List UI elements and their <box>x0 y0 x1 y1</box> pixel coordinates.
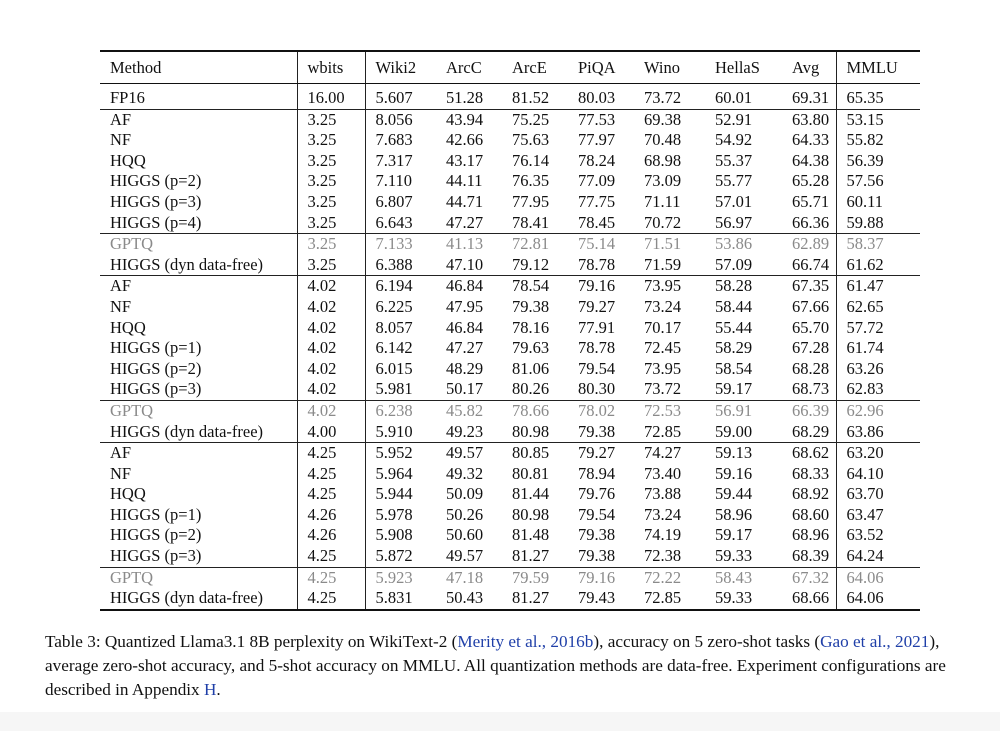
cell-arcc: 44.71 <box>446 191 484 211</box>
cell-arce: 80.26 <box>512 379 550 399</box>
cell-hellas: 59.33 <box>715 546 753 566</box>
cell-wiki2: 5.607 <box>365 84 436 110</box>
cell-arcc: 46.84 <box>436 276 502 297</box>
cell-wbits: 4.02 <box>297 338 365 359</box>
cell-hellas: 59.17 <box>715 379 753 399</box>
cell-avg: 67.66 <box>792 296 830 316</box>
cell-wbits: 16.00 <box>297 84 365 110</box>
table-row <box>100 318 920 339</box>
cell-hellas: 60.01 <box>715 88 753 107</box>
cell-arce: 80.98 <box>512 504 550 524</box>
cell-mmlu: 62.83 <box>836 379 920 400</box>
cell-arce: 79.38 <box>512 296 550 316</box>
cell-arcc: 49.23 <box>446 421 484 441</box>
cell-avg: 68.28 <box>792 358 830 378</box>
cell-arcc: 42.66 <box>446 130 484 150</box>
table-row <box>100 234 920 255</box>
cell-piqa: 80.30 <box>578 379 616 399</box>
cell-arcc: 49.32 <box>446 463 484 483</box>
cell-hellas: 59.16 <box>715 463 753 483</box>
cell-wino: 72.85 <box>644 421 682 441</box>
table-row <box>100 422 920 443</box>
table-row <box>100 464 920 485</box>
cell-arcc: 50.60 <box>446 525 484 545</box>
cell-method: HQQ <box>110 484 146 504</box>
cell-hellas: 59.17 <box>715 525 753 545</box>
cell-method: GPTQ <box>100 234 297 255</box>
cell-mmlu: 60.11 <box>836 192 920 213</box>
cell-wiki2: 5.910 <box>365 422 436 443</box>
cell-mmlu: 61.62 <box>836 255 920 276</box>
cell-wiki2: 8.056 <box>365 109 436 130</box>
cell-method: FP16 <box>110 88 145 107</box>
cell-arce: 79.12 <box>512 254 550 274</box>
cell-piqa: 77.97 <box>578 130 616 150</box>
cell-wbits: 4.02 <box>297 379 365 400</box>
cell-wiki2: 5.923 <box>365 567 436 588</box>
cell-arce: 80.81 <box>512 463 550 483</box>
cell-wbits: 4.02 <box>297 318 365 339</box>
cell-method: HIGGS (dyn data-free) <box>110 254 264 274</box>
cell-wiki2: 6.388 <box>365 255 436 276</box>
cell-mmlu: 61.74 <box>836 338 920 359</box>
header-arce: ArcE <box>502 51 568 84</box>
cell-avg: 63.80 <box>782 109 836 130</box>
cell-wbits: 4.25 <box>297 546 365 567</box>
cell-wino: 72.85 <box>634 588 705 610</box>
cell-wbits: 4.25 <box>297 443 365 464</box>
cell-piqa: 78.78 <box>578 254 616 274</box>
cell-avg: 67.32 <box>782 567 836 588</box>
cell-method: HQQ <box>110 150 146 170</box>
cell-avg: 66.36 <box>792 212 830 232</box>
cell-wino: 73.72 <box>644 88 682 107</box>
cell-arce: 81.27 <box>502 588 568 610</box>
cell-method: HIGGS (p=2) <box>110 358 202 378</box>
caption-text-4: . <box>216 680 221 699</box>
cell-method: NF <box>110 463 132 483</box>
appendix-h-link[interactable]: H <box>203 680 217 699</box>
cell-mmlu: 57.72 <box>836 318 920 339</box>
cell-hellas: 52.91 <box>705 109 782 130</box>
cell-method: HIGGS (p=1) <box>110 504 202 524</box>
cell-avg: 67.28 <box>792 338 830 358</box>
table-row <box>100 525 920 546</box>
cell-wbits: 3.25 <box>297 109 365 130</box>
citation-merity-link[interactable]: Merity et al., 2016b <box>457 632 594 651</box>
cell-piqa: 79.16 <box>568 276 634 297</box>
cell-arce: 72.81 <box>502 234 568 255</box>
cell-arcc: 49.57 <box>436 443 502 464</box>
cell-piqa: 78.94 <box>578 463 616 483</box>
cell-mmlu: 65.35 <box>836 84 920 110</box>
table-row <box>100 338 920 359</box>
cell-arce: 78.54 <box>502 276 568 297</box>
cell-arce: 80.85 <box>502 443 568 464</box>
cell-arce: 80.98 <box>512 421 550 441</box>
cell-method: HIGGS (p=3) <box>110 379 202 399</box>
cell-avg: 68.33 <box>792 463 830 483</box>
cell-wiki2: 5.908 <box>365 525 436 546</box>
cell-arcc: 43.17 <box>446 150 484 170</box>
caption-text-3: ), average zero-shot accuracy, and 5-shot accuracy on MMLU. All quantization methods are data-free. Experiment configurations are described in Appendix <box>45 632 946 699</box>
cell-wiki2: 6.225 <box>365 297 436 318</box>
cell-hellas: 58.43 <box>705 567 782 588</box>
cell-method: HIGGS (p=3) <box>110 546 202 566</box>
cell-avg: 68.29 <box>792 421 830 441</box>
cell-piqa: 80.03 <box>578 88 616 107</box>
cell-avg: 68.39 <box>792 546 830 566</box>
cell-mmlu: 63.70 <box>836 484 920 505</box>
cell-piqa: 78.78 <box>578 338 616 358</box>
cell-wbits: 4.00 <box>297 422 365 443</box>
cell-hellas: 59.44 <box>715 484 753 504</box>
table-row <box>100 400 920 421</box>
cell-method: NF <box>110 130 132 150</box>
cell-wiki2: 5.831 <box>365 588 436 610</box>
cell-arce: 78.41 <box>512 212 550 232</box>
cell-arcc: 48.29 <box>446 358 484 378</box>
cell-mmlu: 57.56 <box>836 171 920 192</box>
cell-hellas: 57.01 <box>715 191 753 211</box>
cell-wino: 73.40 <box>644 463 682 483</box>
cell-mmlu: 56.39 <box>836 151 920 172</box>
cell-avg: 68.60 <box>792 504 830 524</box>
cell-piqa: 79.76 <box>578 484 616 504</box>
cell-mmlu: 58.37 <box>836 234 920 255</box>
cell-wbits: 4.25 <box>297 464 365 485</box>
cell-mmlu: 61.47 <box>836 276 920 297</box>
cell-wino: 73.09 <box>644 171 682 191</box>
cell-wiki2: 7.110 <box>365 171 436 192</box>
cell-piqa: 79.38 <box>578 546 616 566</box>
cell-arce: 75.25 <box>502 109 568 130</box>
cell-wino: 73.95 <box>644 358 682 378</box>
header-wino: Wino <box>634 51 705 84</box>
cell-wino: 72.45 <box>644 338 682 358</box>
cell-hellas: 57.09 <box>715 254 753 274</box>
cell-mmlu: 63.20 <box>836 443 920 464</box>
cell-method: HIGGS (dyn data-free) <box>100 588 297 610</box>
table-row <box>100 192 920 213</box>
cell-wbits: 3.25 <box>297 130 365 151</box>
table-row <box>100 443 920 464</box>
cell-wino: 73.88 <box>644 484 682 504</box>
header-row <box>100 51 920 84</box>
cell-method: HIGGS (p=1) <box>110 338 202 358</box>
cell-piqa: 79.27 <box>578 296 616 316</box>
cell-wino: 74.27 <box>634 443 705 464</box>
cell-method: GPTQ <box>100 400 297 421</box>
cell-hellas: 58.29 <box>715 338 753 358</box>
cell-mmlu: 63.47 <box>836 505 920 526</box>
cell-arcc: 45.82 <box>436 400 502 421</box>
header-piqa: PiQA <box>568 51 634 84</box>
cell-hellas: 54.92 <box>715 130 753 150</box>
cell-wiki2: 6.194 <box>365 276 436 297</box>
cell-method: HIGGS (p=2) <box>110 171 202 191</box>
cell-hellas: 55.37 <box>715 150 753 170</box>
cell-mmlu: 64.06 <box>836 588 920 610</box>
cell-method: NF <box>110 296 132 316</box>
table-row <box>100 109 920 130</box>
cell-avg: 62.89 <box>782 234 836 255</box>
cell-wbits: 4.02 <box>297 359 365 380</box>
cell-wbits: 4.02 <box>297 276 365 297</box>
table-caption <box>45 630 980 702</box>
cell-hellas: 58.54 <box>715 358 753 378</box>
cell-arcc: 43.94 <box>436 109 502 130</box>
cell-wbits: 4.26 <box>297 525 365 546</box>
header-wiki2: Wiki2 <box>365 51 436 84</box>
cell-arcc: 50.09 <box>446 484 484 504</box>
cell-piqa: 79.54 <box>578 358 616 378</box>
cell-arcc: 46.84 <box>446 317 484 337</box>
cell-wiki2: 7.683 <box>365 130 436 151</box>
caption-text-1: Table 3: Quantized Llama3.1 8B perplexity on WikiText-2 ( <box>45 632 458 651</box>
table-row <box>100 255 920 276</box>
cell-wbits: 4.25 <box>297 588 365 610</box>
cell-wbits: 3.25 <box>297 171 365 192</box>
cell-method: HIGGS (p=2) <box>110 525 202 545</box>
cell-arce: 81.27 <box>512 546 550 566</box>
cell-avg: 66.39 <box>782 400 836 421</box>
cell-wino: 71.51 <box>634 234 705 255</box>
cell-wbits: 3.25 <box>297 213 365 234</box>
table-row <box>100 505 920 526</box>
cell-wiki2: 5.944 <box>365 484 436 505</box>
cell-avg: 67.35 <box>782 276 836 297</box>
cell-arcc: 51.28 <box>446 88 484 107</box>
table-row <box>100 130 920 151</box>
cell-avg: 68.62 <box>782 443 836 464</box>
cell-arce: 78.16 <box>512 317 550 337</box>
cell-piqa: 79.27 <box>568 443 634 464</box>
cell-hellas: 56.91 <box>705 400 782 421</box>
cell-wino: 69.38 <box>634 109 705 130</box>
cell-piqa: 77.53 <box>568 109 634 130</box>
cell-mmlu: 63.52 <box>836 525 920 546</box>
table-row <box>100 151 920 172</box>
cell-wino: 73.95 <box>634 276 705 297</box>
cell-wino: 73.24 <box>644 296 682 316</box>
cell-arce: 81.48 <box>512 525 550 545</box>
cell-arcc: 47.95 <box>446 296 484 316</box>
cell-piqa: 78.45 <box>578 212 616 232</box>
cell-arcc: 47.10 <box>446 254 484 274</box>
table-row <box>100 359 920 380</box>
cell-piqa: 79.38 <box>578 421 616 441</box>
cell-arcc: 50.26 <box>446 504 484 524</box>
cell-mmlu: 63.86 <box>836 422 920 443</box>
cell-mmlu: 63.26 <box>836 359 920 380</box>
table-row <box>100 213 920 234</box>
cell-arce: 81.06 <box>512 358 550 378</box>
cell-hellas: 59.00 <box>715 421 753 441</box>
cell-method: HIGGS (dyn data-free) <box>110 421 264 441</box>
cell-wbits: 4.02 <box>297 297 365 318</box>
cell-piqa: 77.75 <box>578 191 616 211</box>
table-body <box>100 84 920 610</box>
cell-arce: 78.66 <box>502 400 568 421</box>
table-row <box>100 297 920 318</box>
cell-hellas: 59.13 <box>705 443 782 464</box>
cell-hellas: 58.28 <box>705 276 782 297</box>
cell-piqa: 79.54 <box>578 504 616 524</box>
cell-wiki2: 5.964 <box>365 464 436 485</box>
cell-wiki2: 5.952 <box>365 443 436 464</box>
header-avg: Avg <box>782 51 836 84</box>
cell-avg: 65.71 <box>792 191 830 211</box>
cell-piqa: 79.16 <box>568 567 634 588</box>
cell-avg: 64.33 <box>792 130 830 150</box>
cell-hellas: 55.77 <box>715 171 753 191</box>
cell-wino: 72.53 <box>634 400 705 421</box>
cell-piqa: 79.38 <box>578 525 616 545</box>
cell-mmlu: 64.10 <box>836 464 920 485</box>
cell-wiki2: 5.978 <box>365 505 436 526</box>
header-wbits: wbits <box>297 51 365 84</box>
cell-piqa: 77.09 <box>578 171 616 191</box>
cell-wiki2: 5.981 <box>365 379 436 400</box>
cell-mmlu: 53.15 <box>836 109 920 130</box>
cell-method: AF <box>100 443 297 464</box>
cell-wbits: 4.26 <box>297 505 365 526</box>
cell-wiki2: 6.643 <box>365 213 436 234</box>
cell-avg: 68.92 <box>792 484 830 504</box>
cell-arce: 77.95 <box>512 191 550 211</box>
citation-gao-link[interactable]: Gao et al., 2021 <box>820 632 930 651</box>
cell-wbits: 3.25 <box>297 255 365 276</box>
cell-wino: 73.72 <box>644 379 682 399</box>
cell-avg: 69.31 <box>792 88 830 107</box>
cell-wbits: 4.02 <box>297 400 365 421</box>
cell-wbits: 3.25 <box>297 151 365 172</box>
cell-wino: 74.19 <box>644 525 682 545</box>
cell-arce: 76.14 <box>512 150 550 170</box>
cell-avg: 65.28 <box>792 171 830 191</box>
cell-avg: 65.70 <box>792 317 830 337</box>
table-row <box>100 276 920 297</box>
cell-method: HQQ <box>110 317 146 337</box>
table-row <box>100 567 920 588</box>
cell-arcc: 50.43 <box>436 588 502 610</box>
cell-arcc: 50.17 <box>446 379 484 399</box>
cell-wiki2: 8.057 <box>365 318 436 339</box>
bottom-band <box>0 712 1000 731</box>
cell-wbits: 4.25 <box>297 567 365 588</box>
header-method: Method <box>100 51 297 84</box>
cell-avg: 68.73 <box>792 379 830 399</box>
caption-text-2: ), accuracy on 5 zero-shot tasks ( <box>593 632 821 651</box>
header-mmlu: MMLU <box>836 51 920 84</box>
cell-arce: 79.59 <box>502 567 568 588</box>
cell-wino: 70.48 <box>644 130 682 150</box>
cell-hellas: 59.33 <box>705 588 782 610</box>
table-row <box>100 588 920 610</box>
cell-arce: 75.63 <box>512 130 550 150</box>
cell-wiki2: 6.015 <box>365 359 436 380</box>
cell-wino: 73.24 <box>644 504 682 524</box>
cell-arcc: 44.11 <box>446 171 483 191</box>
cell-wino: 71.11 <box>644 191 681 211</box>
cell-arce: 76.35 <box>512 171 550 191</box>
header-hellas: HellaS <box>705 51 782 84</box>
cell-wino: 72.22 <box>634 567 705 588</box>
cell-wino: 68.98 <box>644 150 682 170</box>
table-row <box>100 546 920 567</box>
cell-wbits: 4.25 <box>297 484 365 505</box>
cell-mmlu: 62.65 <box>836 297 920 318</box>
cell-mmlu: 64.24 <box>836 546 920 567</box>
table-row <box>100 84 920 110</box>
table-row <box>100 171 920 192</box>
table-row <box>100 379 920 400</box>
cell-wiki2: 6.807 <box>365 192 436 213</box>
cell-arce: 79.63 <box>512 338 550 358</box>
cell-avg: 68.96 <box>792 525 830 545</box>
cell-wino: 70.72 <box>644 212 682 232</box>
table-row <box>100 484 920 505</box>
cell-piqa: 75.14 <box>568 234 634 255</box>
cell-wino: 72.38 <box>644 546 682 566</box>
cell-arcc: 41.13 <box>436 234 502 255</box>
cell-wino: 71.59 <box>644 254 682 274</box>
cell-avg: 64.38 <box>792 150 830 170</box>
cell-method: AF <box>100 109 297 130</box>
cell-arcc: 47.18 <box>436 567 502 588</box>
cell-arcc: 47.27 <box>446 212 484 232</box>
cell-avg: 68.66 <box>782 588 836 610</box>
cell-wiki2: 7.317 <box>365 151 436 172</box>
cell-method: GPTQ <box>100 567 297 588</box>
cell-arce: 81.52 <box>512 88 550 107</box>
results-table <box>100 50 920 611</box>
cell-arce: 81.44 <box>512 484 550 504</box>
cell-hellas: 53.86 <box>705 234 782 255</box>
cell-method: AF <box>100 276 297 297</box>
cell-piqa: 79.43 <box>568 588 634 610</box>
cell-mmlu: 64.06 <box>836 567 920 588</box>
cell-hellas: 58.44 <box>715 296 753 316</box>
cell-wiki2: 7.133 <box>365 234 436 255</box>
cell-wiki2: 6.142 <box>365 338 436 359</box>
cell-piqa: 78.24 <box>578 150 616 170</box>
cell-wino: 70.17 <box>644 317 682 337</box>
cell-mmlu: 55.82 <box>836 130 920 151</box>
cell-avg: 66.74 <box>792 254 830 274</box>
cell-wbits: 3.25 <box>297 192 365 213</box>
cell-wiki2: 5.872 <box>365 546 436 567</box>
cell-method: HIGGS (p=4) <box>110 212 202 232</box>
cell-wiki2: 6.238 <box>365 400 436 421</box>
cell-mmlu: 59.88 <box>836 213 920 234</box>
cell-hellas: 58.96 <box>715 504 753 524</box>
cell-method: HIGGS (p=3) <box>110 191 202 211</box>
cell-hellas: 56.97 <box>715 212 753 232</box>
cell-arcc: 49.57 <box>446 546 484 566</box>
cell-wbits: 3.25 <box>297 234 365 255</box>
header-arcc: ArcC <box>436 51 502 84</box>
cell-hellas: 55.44 <box>715 317 753 337</box>
cell-piqa: 77.91 <box>578 317 616 337</box>
cell-mmlu: 62.96 <box>836 400 920 421</box>
cell-piqa: 78.02 <box>568 400 634 421</box>
cell-arcc: 47.27 <box>446 338 484 358</box>
